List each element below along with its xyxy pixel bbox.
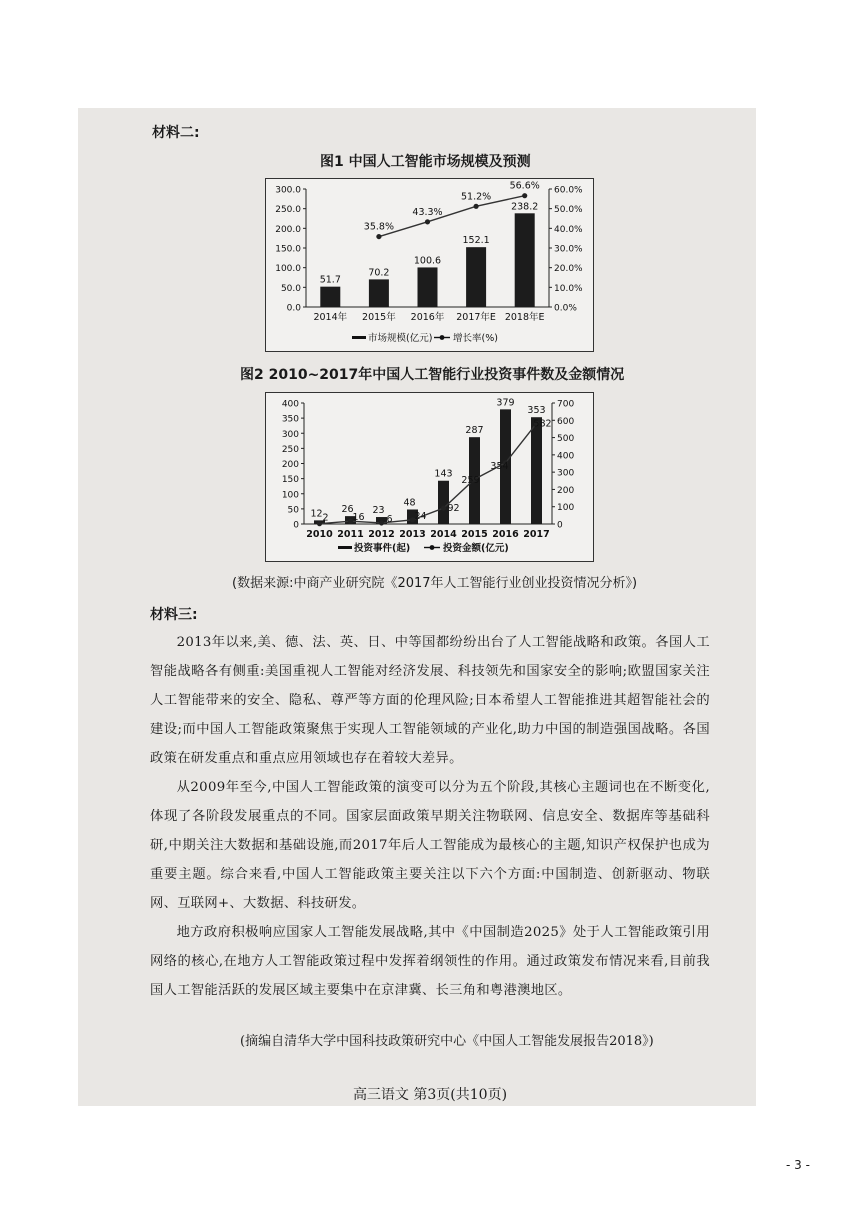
y-tick-label: 300.0 — [275, 185, 301, 196]
line-value-label: 56.6% — [509, 180, 540, 192]
x-tick-label: 2015 — [461, 529, 488, 540]
y-tick-label: 100.0 — [275, 264, 301, 275]
x-tick-label: 2010 — [306, 529, 333, 540]
y-tick-label: 150 — [281, 475, 299, 486]
line-point — [441, 505, 446, 510]
y2-tick-label: 200 — [557, 485, 575, 496]
y2-tick-label: 700 — [557, 399, 575, 410]
line-point — [376, 234, 381, 239]
y-tick-label: 50.0 — [280, 283, 301, 294]
x-tick-label: 2016年 — [410, 312, 445, 323]
line-value-label: 92 — [447, 503, 460, 515]
bar-value-label: 70.2 — [368, 267, 390, 279]
bar-value-label: 12 — [310, 508, 323, 520]
bar-value-label: 238.2 — [511, 201, 539, 213]
x-tick-label: 2015年 — [362, 312, 396, 323]
y-tick-label: 0.0 — [286, 303, 301, 314]
y-tick-label: 250.0 — [275, 205, 301, 216]
bar — [515, 213, 535, 307]
bar-value-label: 379 — [496, 397, 515, 409]
figure2-svg — [266, 393, 593, 561]
bar — [320, 287, 340, 307]
line-value-label: 43.3% — [412, 206, 443, 218]
y2-tick-label: 50.0% — [554, 205, 583, 216]
legend-bar-label: 投资事件(起) — [354, 543, 411, 554]
paragraph-1: 2013年以来,美、德、法、英、日、中等国都纷纷出台了人工智能战略和政策。各国人工智能战略各有侧重:美国重视人工智能对经济发展、科技领先和国家安全的影响;欧盟国家关注人工智能带来的安全、隐私、尊严等方面的伦理风险;日本希望人工智能推进其超智能社会的建设;而中国人工智能政策聚焦于实现人工智能领域的产业化,助力中国的制造强国战略。各国政策在研发重点和重点应用领域也存在着较大差异。 — [150, 635, 710, 766]
line-point — [379, 520, 384, 525]
y-tick-label: 300 — [281, 429, 299, 440]
page-number: - 3 - — [786, 1158, 810, 1172]
y2-tick-label: 0 — [557, 520, 563, 531]
bar-value-label: 353 — [527, 405, 546, 417]
legend-line-marker — [430, 545, 435, 550]
excerpt-note: (摘编自清华大学中国科技政策研究中心《中国人工智能发展报告2018》) — [240, 1034, 654, 1049]
line-value-label: 16 — [352, 512, 365, 524]
page-footer: 高三语文 第3页(共10页) — [352, 1087, 508, 1103]
y-tick-label: 200.0 — [275, 224, 301, 235]
line-point — [522, 193, 527, 198]
paragraph-3: 地方政府积极响应国家人工智能发展战略,其中《中国制造2025》处于人工智能政策引用网络的核心,在地方人工智能政策过程中发挥着纲领性的作用。通过政策发布情况来看,目前我国人工智能活跃的发展区域主要集中在京津冀、长三角和粤港澳地区。 — [150, 925, 710, 998]
figure2-title: 图2 2010~2017年中国人工智能行业投资事件数及金额情况 — [240, 367, 625, 383]
source-note: (数据来源:中商产业研究院《2017年人工智能行业创业投资情况分析》) — [232, 576, 638, 591]
bar — [531, 417, 542, 524]
material-three-body — [150, 628, 710, 1005]
x-tick-label: 2017 — [523, 529, 550, 540]
line-value-label: 24 — [414, 510, 427, 522]
material-two-label: 材料二: — [152, 125, 200, 141]
y2-tick-label: 100 — [557, 503, 575, 514]
x-tick-label: 2013 — [399, 529, 426, 540]
bar — [418, 267, 438, 307]
figure2-chart — [265, 392, 594, 562]
bar-value-label: 287 — [465, 425, 484, 437]
bar — [466, 247, 486, 307]
y2-tick-label: 400 — [557, 451, 575, 462]
figure1-chart — [265, 178, 594, 352]
y2-tick-label: 600 — [557, 416, 575, 427]
line-value-label: 259 — [461, 475, 480, 487]
line-point — [425, 219, 430, 224]
bar — [369, 279, 389, 307]
y-tick-label: 100 — [281, 490, 299, 501]
x-tick-label: 2012 — [368, 529, 395, 540]
x-tick-label: 2014 — [430, 529, 457, 540]
y2-tick-label: 30.0% — [554, 244, 583, 255]
bar-value-label: 152.1 — [462, 235, 490, 247]
bar-value-label: 26 — [341, 504, 354, 516]
y2-tick-label: 20.0% — [554, 264, 583, 275]
legend-line-label: 投资金额(亿元) — [443, 543, 509, 554]
y2-tick-label: 300 — [557, 468, 575, 479]
line-point — [474, 204, 479, 209]
y-tick-label: 50 — [287, 505, 299, 516]
x-tick-label: 2011 — [337, 529, 364, 540]
line-value-label: 2 — [322, 512, 329, 524]
legend-line-marker — [440, 335, 445, 340]
x-tick-label: 2016 — [492, 529, 519, 540]
line-value-label: 35.8% — [363, 221, 394, 233]
bar-value-label: 143 — [434, 468, 453, 480]
line-value-label: 51.2% — [461, 191, 492, 203]
bar-value-label: 51.7 — [319, 274, 341, 286]
figure1-title: 图1 中国人工智能市场规模及预测 — [320, 154, 531, 170]
y-tick-label: 250 — [281, 444, 299, 455]
y-tick-label: 150.0 — [275, 244, 301, 255]
x-tick-label: 2014年 — [313, 312, 348, 323]
line-value-label: 582 — [533, 418, 552, 430]
paragraph-2: 从2009年至今,中国人工智能政策的演变可以分为五个阶段,其核心主题词也在不断变化,体现了各阶段发展重点的不同。国家层面政策早期关注物联网、信息安全、数据库等基础科研,中期关注大数据和基础设施,而2017年后人工智能成为最核心的主题,知识产权保护也成为重要主题。综合来看,中国人工智能政策主要关注以下六个方面:中国制造、创新驱动、物联网、互联网+、大数据、科技研发。 — [150, 780, 710, 911]
y2-tick-label: 60.0% — [554, 185, 583, 196]
y-tick-label: 350 — [281, 414, 299, 425]
y2-tick-label: 0.0% — [554, 303, 577, 314]
growth-line — [379, 196, 525, 237]
y-tick-label: 200 — [281, 460, 299, 470]
line-value-label: 6 — [386, 513, 393, 525]
y2-tick-label: 40.0% — [554, 224, 583, 235]
y-tick-label: 0 — [293, 520, 299, 531]
line-value-label: 354 — [490, 460, 509, 472]
line-point — [317, 521, 322, 526]
x-tick-label: 2017年E — [456, 312, 496, 323]
y2-tick-label: 500 — [557, 434, 575, 445]
figure1-svg — [266, 179, 593, 351]
y2-tick-label: 10.0% — [554, 283, 583, 294]
bar-value-label: 23 — [372, 505, 385, 517]
x-tick-label: 2018年E — [504, 312, 545, 323]
legend-line-label: 增长率(%) — [453, 333, 498, 344]
y-tick-label: 400 — [281, 399, 299, 410]
legend-bar-label: 市场规模(亿元) — [368, 333, 433, 344]
material-three-label: 材料三: — [150, 607, 198, 623]
bar-value-label: 48 — [403, 497, 416, 509]
bar-value-label: 100.6 — [413, 255, 442, 267]
